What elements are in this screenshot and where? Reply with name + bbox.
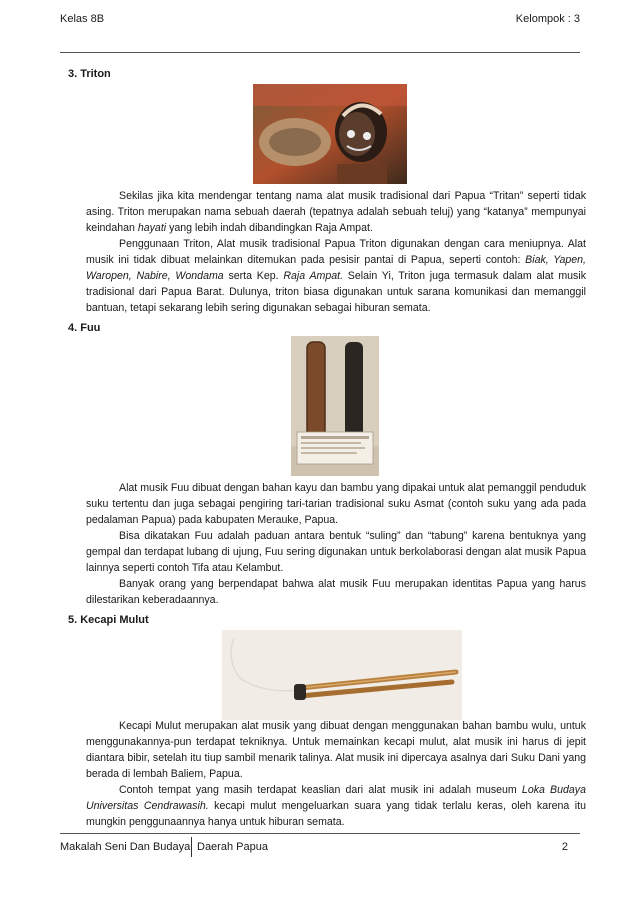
kecapi-mulut-text xyxy=(86,718,586,830)
kecapi-paragraph-2: Contoh tempat yang masih terdapat keaslian dari alat musik ini adalah museum Loka Budaya Universitas Cendrawasih. kecapi mulut mengeluarkan suara yang tidak terlalu keras, oleh karena itu mungkin penggunaannya hanya untuk hiburan semata. xyxy=(86,784,586,828)
header-rule xyxy=(60,52,580,53)
fuu-paragraph-3: Banyak orang yang berpendapat bahwa alat musik Fuu merupakan identitas Papua yang harus dilestarikan keberadaannya. xyxy=(86,578,586,606)
footer-separator xyxy=(191,837,192,857)
section-title-triton: 3. Triton xyxy=(68,68,111,80)
fuu-paragraph-1: Alat musik Fuu dibuat dengan bahan kayu dan bambu yang dipakai untuk alat pemanggil penduduk suku tertentu dan juga sebagai pengiring tari-tarian tradisional suku Asmat (contoh suku yang ada pada pedalaman Papua) pada kabupaten Merauke, Papua. xyxy=(86,482,586,526)
page-header xyxy=(60,13,580,53)
kecapi-mulut-photo xyxy=(222,630,462,720)
fuu-paragraph-2: Bisa dikatakan Fuu adalah paduan antara bentuk “suling” dan “tabung” karena bentuknya yang gempal dan terdapat lubang di ujung, Fuu sering digunakan untuk berkolaborasi dengan alat musik Papua lainnya seperti contoh Tifa atau Kelambut. xyxy=(86,530,586,574)
footer-topic: Daerah Papua xyxy=(197,841,268,853)
kecapi-paragraph-1: Kecapi Mulut merupakan alat musik yang dibuat dengan menggunakan bahan bambu wulu, untuk menggunakannya-pun terdapat tekniknya. Untuk memainkan kecapi mulut, alat musik ini harus di jepit diantara bibir, setelah itu tiup sambil menarik talinya. Alat musik ini dipercaya asalnya dari Suku Dani yang berada di lembah Baliem, Papua. xyxy=(86,720,586,780)
fuu-text xyxy=(86,480,586,608)
triton-photo xyxy=(253,84,407,184)
page-number: 2 xyxy=(561,841,568,853)
section-title-kecapi-mulut: 5. Kecapi Mulut xyxy=(68,614,149,626)
triton-paragraph-2: Penggunaan Triton, Alat musik tradisional Papua Triton digunakan dengan cara meniupnya. Alat musik ini tidak dibuat melainkan ditemukan pada pesisir pantai di Papua, seperti contoh: Biak, Yapen, Waropen, Nabire, Wondama serta Kep. Raja Ampat. Selain Yi, Triton juga termasuk dalam alat musik tradisional dari Papua Barat. Dulunya, triton biasa digunakan untuk sarana komunikasi dan memanggil bantuan, tetapi sekarang lebih sering digunakan sebagai hiburan semata. xyxy=(86,238,587,314)
footer-course: Makalah Seni Dan Budaya xyxy=(60,841,191,853)
header-group: Kelompok : 3 xyxy=(515,13,580,25)
triton-paragraph-1: Sekilas jika kita mendengar tentang nama alat musik tradisional dari Papua “Tritan” seperti tidak asing. Triton merupakan nama sebuah daerah (tepatnya adalah sebuah teluj) yang “katanya” mempunyai keindahan hayati yang lebih indah dibandingkan Raja Ampat. xyxy=(86,190,586,234)
header-class: Kelas 8B xyxy=(60,13,105,25)
section-title-fuu: 4. Fuu xyxy=(68,322,101,334)
triton-text xyxy=(86,188,586,316)
fuu-photo xyxy=(291,336,379,476)
footer-rule xyxy=(60,833,580,834)
